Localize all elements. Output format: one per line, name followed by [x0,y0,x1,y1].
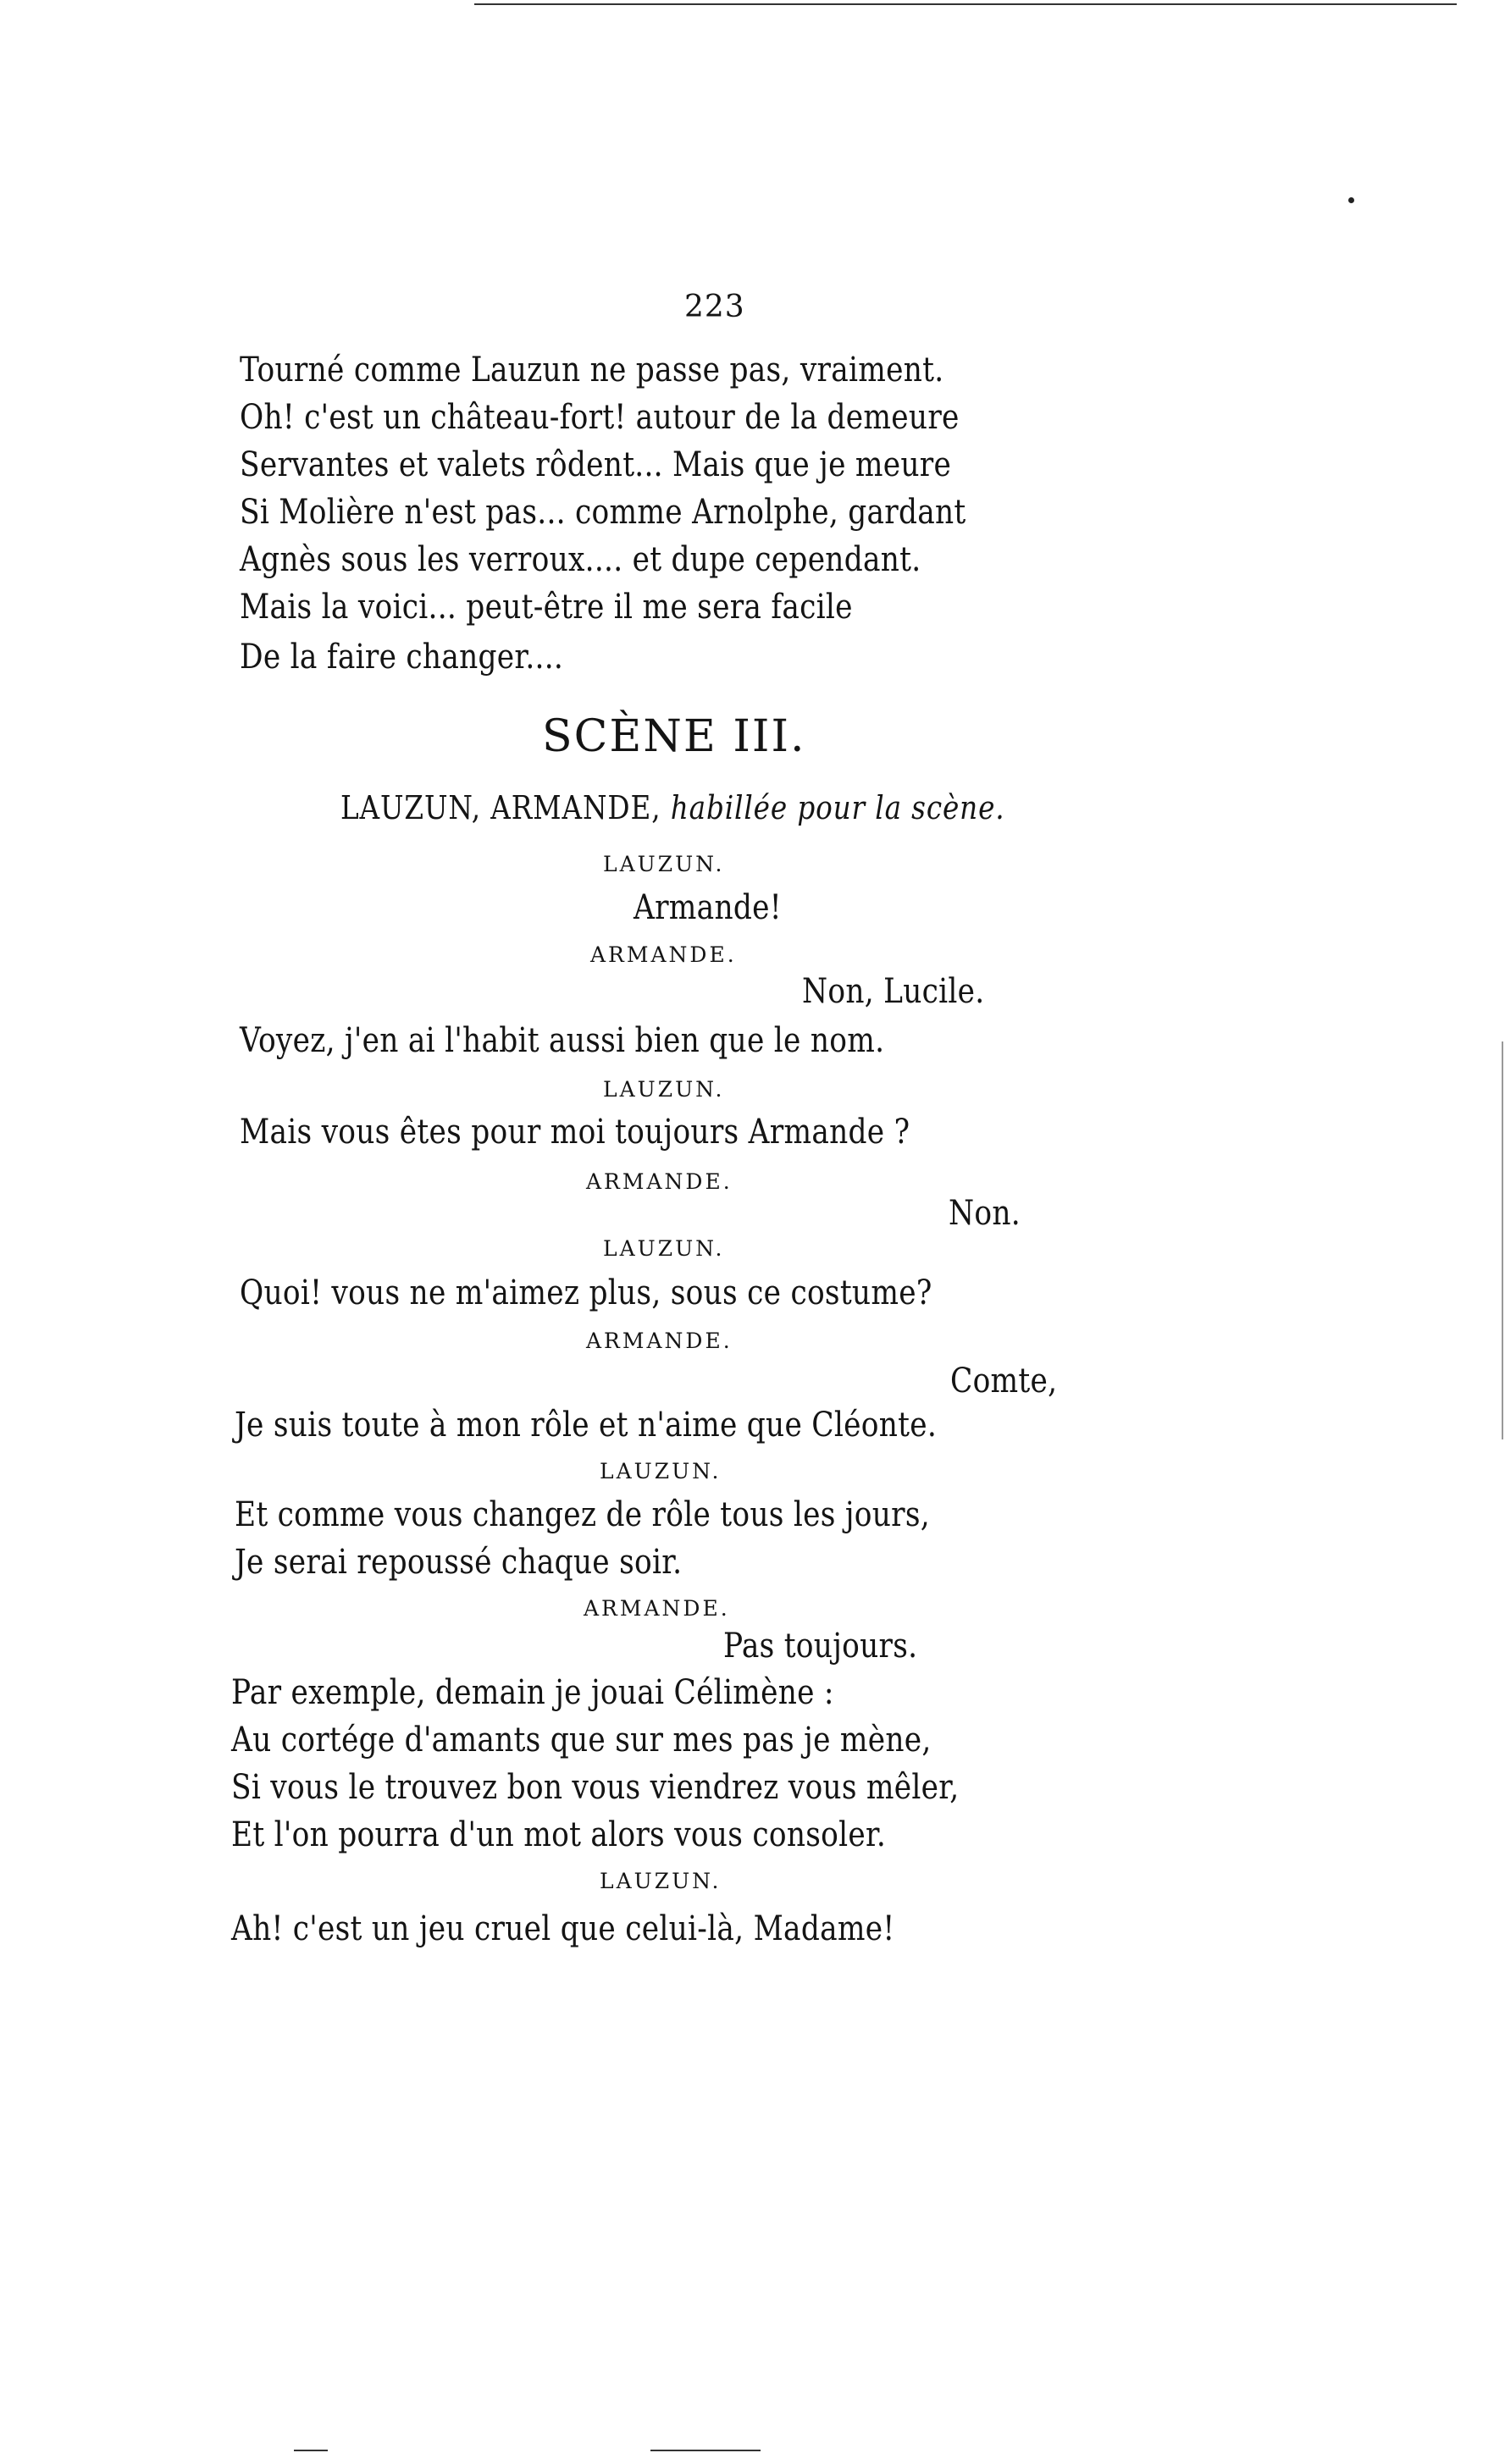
top-scan-rule [474,3,1457,5]
speaker-name: LAUZUN. [603,1236,725,1261]
speaker-name: ARMANDE. [586,1169,733,1194]
cast-list [340,788,1005,827]
scan-speck [1348,197,1354,203]
verse-line: Servantes et valets rôdent... Mais que je meure [240,445,952,484]
verse-line: Oh! c'est un château-fort! autour de la demeure [240,398,960,437]
verse-line: Agnès sous les verroux.... et dupe cependant. [240,540,921,579]
speaker-name: ARMANDE. [584,1596,730,1621]
speaker-name: ARMANDE. [590,942,737,967]
verse-line: De la faire changer.... [240,638,564,677]
dialogue-line: Comte, [950,1362,1058,1401]
dialogue-line: Pas toujours. [723,1627,918,1666]
dialogue-line: Ah! c'est un jeu cruel que celui-là, Madame! [231,1909,895,1948]
dialogue-line: Voyez, j'en ai l'habit aussi bien que le nom. [240,1021,885,1060]
dialogue-line: Et l'on pourra d'un mot alors vous consoler. [231,1815,887,1854]
dialogue-line: Par exemple, demain je jouai Célimène : [231,1673,834,1712]
dialogue-line: Je serai repoussé chaque soir. [235,1543,683,1582]
dialogue-line: Et comme vous changez de rôle tous les jours, [235,1495,930,1534]
stage-direction: habillée pour la scène. [670,789,1005,826]
cast-names: LAUZUN, ARMANDE, [340,789,661,826]
speaker-name: LAUZUN. [603,1077,725,1102]
bottom-scan-rule [294,2450,328,2451]
dialogue-line: Au cortége d'amants que sur mes pas je mène, [231,1721,932,1760]
speaker-name: LAUZUN. [600,1869,722,1893]
dialogue-line: Non, Lucile. [802,972,985,1011]
right-margin-mark [1502,1041,1503,1439]
speaker-name: LAUZUN. [600,1459,722,1483]
verse-line: Si Molière n'est pas... comme Arnolphe, gardant [240,493,966,532]
dialogue-line: Je suis toute à mon rôle et n'aime que Cléonte. [235,1406,938,1445]
dialogue-line: Quoi! vous ne m'aimez plus, sous ce costume? [240,1273,932,1312]
dialogue-line: Non. [949,1194,1021,1233]
speaker-name: LAUZUN. [603,852,725,876]
dialogue-line: Armande! [634,888,782,927]
scene-title: SCÈNE III. [542,711,806,762]
speaker-name: ARMANDE. [586,1329,733,1353]
verse-line: Mais la voici... peut-être il me sera facile [240,588,853,627]
verse-line: Tourné comme Lauzun ne passe pas, vraiment. [240,351,944,389]
dialogue-line: Mais vous êtes pour moi toujours Armande ? [240,1113,910,1152]
bottom-scan-rule [650,2450,761,2451]
page-number: 223 [684,290,745,324]
dialogue-line: Si vous le trouvez bon vous viendrez vous mêler, [231,1768,960,1807]
